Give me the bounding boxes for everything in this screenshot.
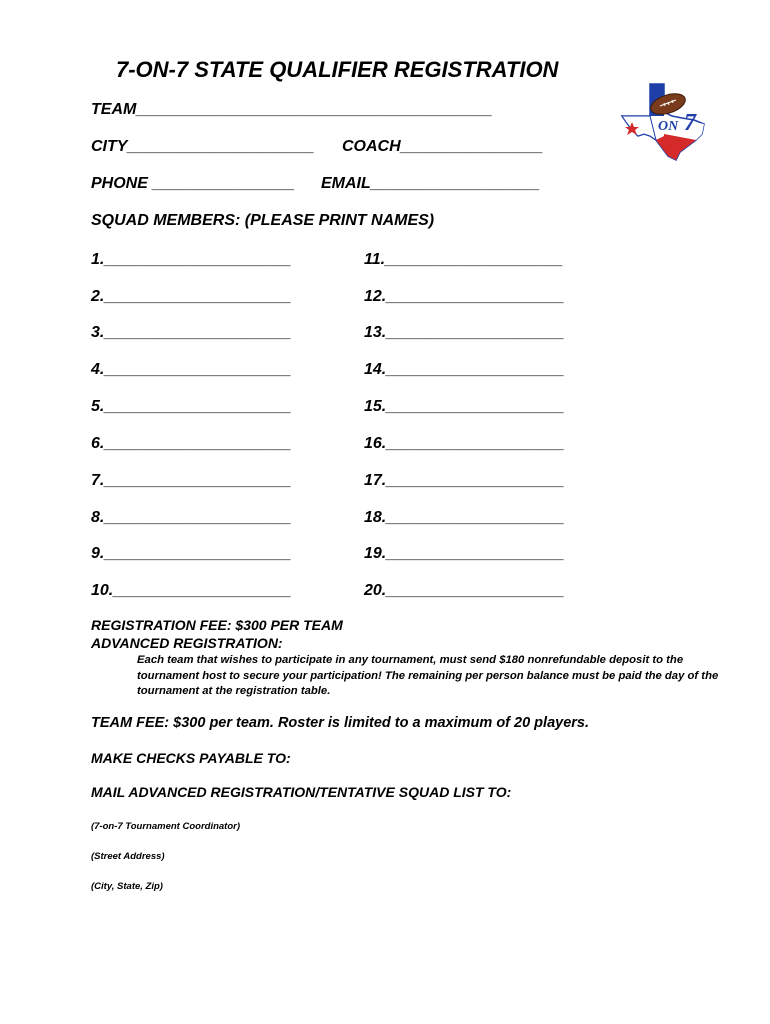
address-street: (Street Address): [91, 851, 165, 862]
page-title: 7-ON-7 STATE QUALIFIER REGISTRATION: [116, 57, 559, 82]
roster-line-4[interactable]: 4._____________________: [91, 361, 292, 378]
roster-line-20[interactable]: 20.____________________: [364, 582, 565, 599]
roster-line-19[interactable]: 19.____________________: [364, 545, 565, 562]
checks-payable-heading: MAKE CHECKS PAYABLE TO:: [91, 750, 291, 766]
address-coordinator: (7-on-7 Tournament Coordinator): [91, 821, 240, 832]
mail-to-heading: MAIL ADVANCED REGISTRATION/TENTATIVE SQUAD LIST TO:: [91, 784, 512, 800]
phone-field[interactable]: PHONE ________________: [91, 175, 295, 192]
logo-text-right: 7: [684, 110, 696, 136]
roster-line-10[interactable]: 10.____________________: [91, 582, 292, 599]
roster-line-3[interactable]: 3._____________________: [91, 324, 292, 341]
roster-line-18[interactable]: 18.____________________: [364, 509, 565, 526]
roster-line-8[interactable]: 8._____________________: [91, 509, 292, 526]
roster-line-12[interactable]: 12.____________________: [364, 288, 565, 305]
logo-text-top: 7: [650, 80, 661, 105]
email-field[interactable]: EMAIL___________________: [321, 175, 540, 192]
roster-line-17[interactable]: 17.____________________: [364, 472, 565, 489]
roster-line-11[interactable]: 11.____________________: [364, 251, 564, 268]
team-field[interactable]: TEAM________________________________________: [91, 101, 493, 118]
roster-line-16[interactable]: 16.____________________: [364, 435, 565, 452]
city-field[interactable]: CITY_____________________: [91, 138, 315, 155]
coach-field[interactable]: COACH________________: [342, 138, 544, 155]
roster-line-6[interactable]: 6._____________________: [91, 435, 292, 452]
roster-line-7[interactable]: 7._____________________: [91, 472, 292, 489]
address-city-state-zip: (City, State, Zip): [91, 881, 163, 892]
roster-line-2[interactable]: 2._____________________: [91, 288, 292, 305]
roster-line-13[interactable]: 13.____________________: [364, 324, 565, 341]
roster-line-14[interactable]: 14.____________________: [364, 361, 565, 378]
logo-text-bottom: ON: [658, 119, 679, 134]
advanced-registration-heading: ADVANCED REGISTRATION:: [91, 635, 283, 651]
roster-line-5[interactable]: 5._____________________: [91, 398, 292, 415]
roster-line-9[interactable]: 9._____________________: [91, 545, 292, 562]
registration-fee: REGISTRATION FEE: $300 PER TEAM: [91, 617, 343, 633]
advanced-registration-text: Each team that wishes to participate in any tournament, must send $180 nonrefundable deposit to the tournament host to secure your participation! The remaining per person balance must be paid the day of the tournament at the registration table.: [137, 654, 719, 697]
roster-line-1[interactable]: 1._____________________: [91, 251, 292, 268]
texas-7on7-logo-icon: [620, 78, 710, 162]
team-fee-text: TEAM FEE: $300 per team. Roster is limited to a maximum of 20 players.: [91, 715, 589, 731]
squad-heading: SQUAD MEMBERS: (PLEASE PRINT NAMES): [91, 212, 435, 229]
roster-line-15[interactable]: 15.____________________: [364, 398, 565, 415]
